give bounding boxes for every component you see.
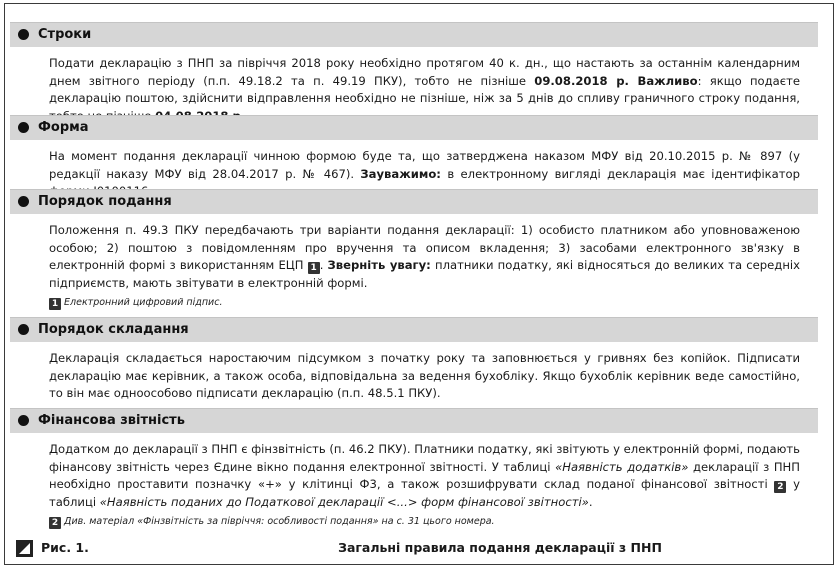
section-financial-reporting <box>10 408 818 529</box>
text-run: Положення п. 49.3 ПКУ передбачають три варіанти подання декларації: 1) особисто платником або уповноваженою особою; 2) поштою з повідомленням про вручення та описом вкладення; 3) засобами електронного зв'язку в електронній формі з використанням ЕЦП <box>49 223 800 272</box>
note-label: Зауважимо: <box>360 166 441 181</box>
footnote-text: Електронний цифровий підпис. <box>61 297 223 308</box>
footnote <box>49 297 818 310</box>
section-header <box>10 317 818 342</box>
text-run: Подати декларацію з ПНП за півріччя 2018 року необхідно протягом 40 к. дн., що настають за останнім календарним днем звітного періоду (п.п. 49.18.2 та п. 49.19 ПКУ), тобто не пізніше <box>49 56 800 88</box>
section-text <box>49 222 800 292</box>
footnote-text: Див. матеріал «Фінзвітність за півріччя: особливості подання» на с. 31 цього номера. <box>61 516 495 527</box>
footnote-ref: 2 <box>774 481 786 493</box>
footnote-number: 2 <box>49 517 61 529</box>
text-run: у таблиці <box>49 477 800 509</box>
section-form <box>10 115 818 201</box>
section-header <box>10 115 818 140</box>
date-deadline: 09.08.2018 р. <box>534 73 629 88</box>
section-compilation-order <box>10 317 818 403</box>
figure-label: Рис. 1. <box>41 540 89 555</box>
bullet-icon <box>18 415 29 426</box>
bullet-icon <box>18 196 29 207</box>
section-header <box>10 189 818 214</box>
footnote-number: 1 <box>49 298 61 310</box>
section-text: Декларація складається наростаючим підсумком з початку року та заповнюється у гривнях без копійок. Підписати декларацію має керівник, а також особа, відповідальна за ведення бухобліку. Якщо бухоблік керівник веде самостійно, то він має одноособово підписати декларацію (п.п. 48.5.1 ПКУ). <box>49 351 800 400</box>
footnote <box>49 516 818 529</box>
text-run: Додатком до декларації з ПНП є фінзвітність (п. 46.2 ПКУ). Платники податку, які звітують у електронній формі, подають фінансову звітність через Єдине вікно подання електронної звітності. У таблиці <box>49 442 800 474</box>
section-title: Порядок складання <box>38 322 189 337</box>
section-text <box>49 441 800 511</box>
text-run: . <box>319 258 328 272</box>
section-header <box>10 22 818 47</box>
text-run: платники податку, які відносяться до великих та середніх підприємств, мають звітувати в електронній формі. <box>49 258 800 290</box>
section-title: Порядок подання <box>38 194 172 209</box>
table-name: «Наявність додатків» <box>555 459 689 474</box>
important-label: Важливо <box>628 73 698 88</box>
text-run: На момент подання декларації чинною формою буде та, що затверджена наказом МФУ від 20.10.2015 р. № 897 (у редакції наказу МФУ від 28.04.2017 р. № 467). <box>49 149 800 181</box>
footnote-ref: 1 <box>308 262 320 274</box>
section-header <box>10 408 818 433</box>
text-run: : якщо подаєте декларацію поштою, здійснити відправлення необхідно не пізніше, ніж за 5 днів до спливу граничного строку подання, <box>49 73 801 105</box>
figure-title: Загальні правила подання декларації з ПНП <box>338 540 662 555</box>
attention-label: Зверніть увагу: <box>327 258 431 272</box>
text-run: . <box>588 494 593 509</box>
text-run: декларації з ПНП необхідно проставити позначку «+» у клітинці Ф3, а також розшифрувати склад поданої фінансової звітності <box>49 459 800 491</box>
section-title: Фінансова звітність <box>38 413 185 428</box>
figure-icon <box>16 540 33 557</box>
section-deadlines <box>10 22 818 125</box>
bullet-icon <box>18 29 29 40</box>
section-title: Строки <box>38 27 92 42</box>
section-title: Форма <box>38 120 89 135</box>
text-run: в електронному вигляді декларація має ідентифікатор <box>447 166 800 181</box>
bullet-icon <box>18 122 29 133</box>
section-submission-order <box>10 189 818 310</box>
bullet-icon <box>18 324 29 335</box>
table-name: «Наявність поданих до Податкової декларації <...> форм фінансової звітності» <box>99 494 589 509</box>
